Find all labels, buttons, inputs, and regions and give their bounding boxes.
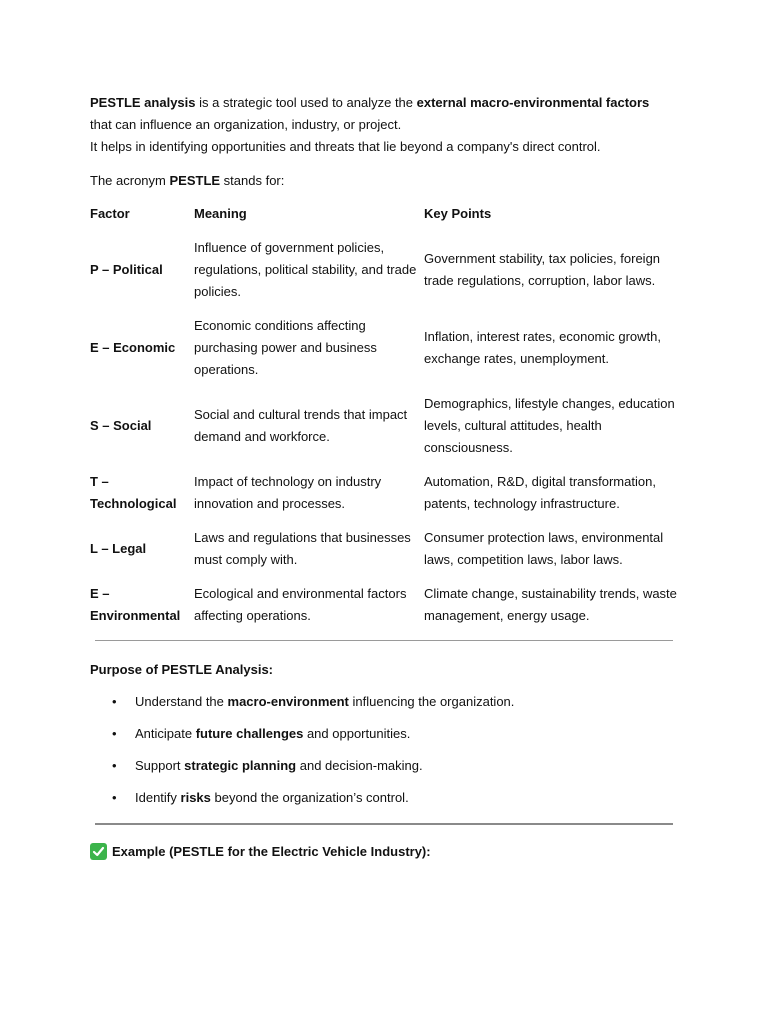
list-item-text: influencing the organization. [348,694,515,709]
intro-emphasis: external macro-environmental factors [416,95,650,110]
factor-cell: S – Social [90,418,152,433]
table-row [90,315,680,393]
key-points-cell: Consumer protection laws, environmental laws, competition laws, labor laws. [424,530,664,567]
acronym-line [90,170,680,192]
list-item-text: Support [135,758,185,773]
intro-paragraph [90,92,680,158]
header-key-points: Key Points [424,206,492,221]
example-title: Example (PESTLE for the Electric Vehicle Industry): [112,844,431,859]
list-item-emphasis: strategic planning [184,758,297,773]
list-item-text: Anticipate [135,726,196,741]
intro-text-1: is a strategic tool used to analyze the [195,95,417,110]
acronym-prefix: The acronym [90,173,170,188]
list-item [90,691,680,713]
factor-cell: P – Political [90,262,163,277]
bullet-icon: • [112,758,117,773]
bullet-icon: • [112,790,117,805]
list-item-emphasis: risks [180,790,211,805]
list-item-text: beyond the organization’s control. [210,790,409,805]
intro-text-2: that can influence an organization, industry, or project. [90,117,402,132]
document-page [90,92,680,860]
list-item-emphasis: macro-environment [227,694,349,709]
meaning-cell: Economic conditions affecting purchasing power and business operations. [194,318,377,377]
meaning-cell: Laws and regulations that businesses must comply with. [194,530,411,567]
example-heading [90,843,680,860]
header-meaning: Meaning [194,206,247,221]
check-mark-icon [90,843,107,860]
meaning-cell: Influence of government policies, regulations, political stability, and trade policies. [194,240,417,299]
list-item-text: Identify [135,790,181,805]
key-points-cell: Inflation, interest rates, economic growth, exchange rates, unemployment. [424,329,662,366]
factor-cell: E – Environmental [90,586,181,623]
list-item [90,755,680,777]
table-row [90,471,680,527]
table-row [90,237,680,315]
purpose-heading: Purpose of PESTLE Analysis: [90,662,274,677]
list-item [90,787,680,809]
intro-term: PESTLE analysis [90,95,196,110]
table-row [90,527,680,583]
factor-cell: L – Legal [90,541,147,556]
meaning-cell: Social and cultural trends that impact demand and workforce. [194,407,408,444]
list-item-text: and opportunities. [303,726,411,741]
table-header-row [90,203,680,237]
list-item [90,723,680,745]
table-row [90,393,680,471]
intro-line-2: It helps in identifying opportunities and threats that lie beyond a company's direct control. [90,139,601,154]
key-points-cell: Demographics, lifestyle changes, education levels, cultural attitudes, health consciousness. [424,396,675,455]
list-item-text: and decision-making. [296,758,423,773]
list-item-text: Understand the [135,694,228,709]
factor-cell: E – Economic [90,340,176,355]
meaning-cell: Impact of technology on industry innovation and processes. [194,474,382,511]
horizontal-divider [95,823,673,825]
purpose-list [90,691,680,809]
factor-cell: T – Technological [90,474,177,511]
acronym-word: PESTLE [169,173,221,188]
key-points-cell: Climate change, sustainability trends, waste management, energy usage. [424,586,677,623]
bullet-icon: • [112,694,117,709]
acronym-suffix: stands for: [220,173,285,188]
bullet-icon: • [112,726,117,741]
horizontal-divider [95,640,673,641]
table-row [90,583,680,639]
header-factor: Factor [90,206,130,221]
meaning-cell: Ecological and environmental factors affecting operations. [194,586,407,623]
pestle-table [90,203,680,639]
list-item-emphasis: future challenges [195,726,304,741]
key-points-cell: Automation, R&D, digital transformation, patents, technology infrastructure. [424,474,656,511]
key-points-cell: Government stability, tax policies, foreign trade regulations, corruption, labor laws. [424,251,661,288]
